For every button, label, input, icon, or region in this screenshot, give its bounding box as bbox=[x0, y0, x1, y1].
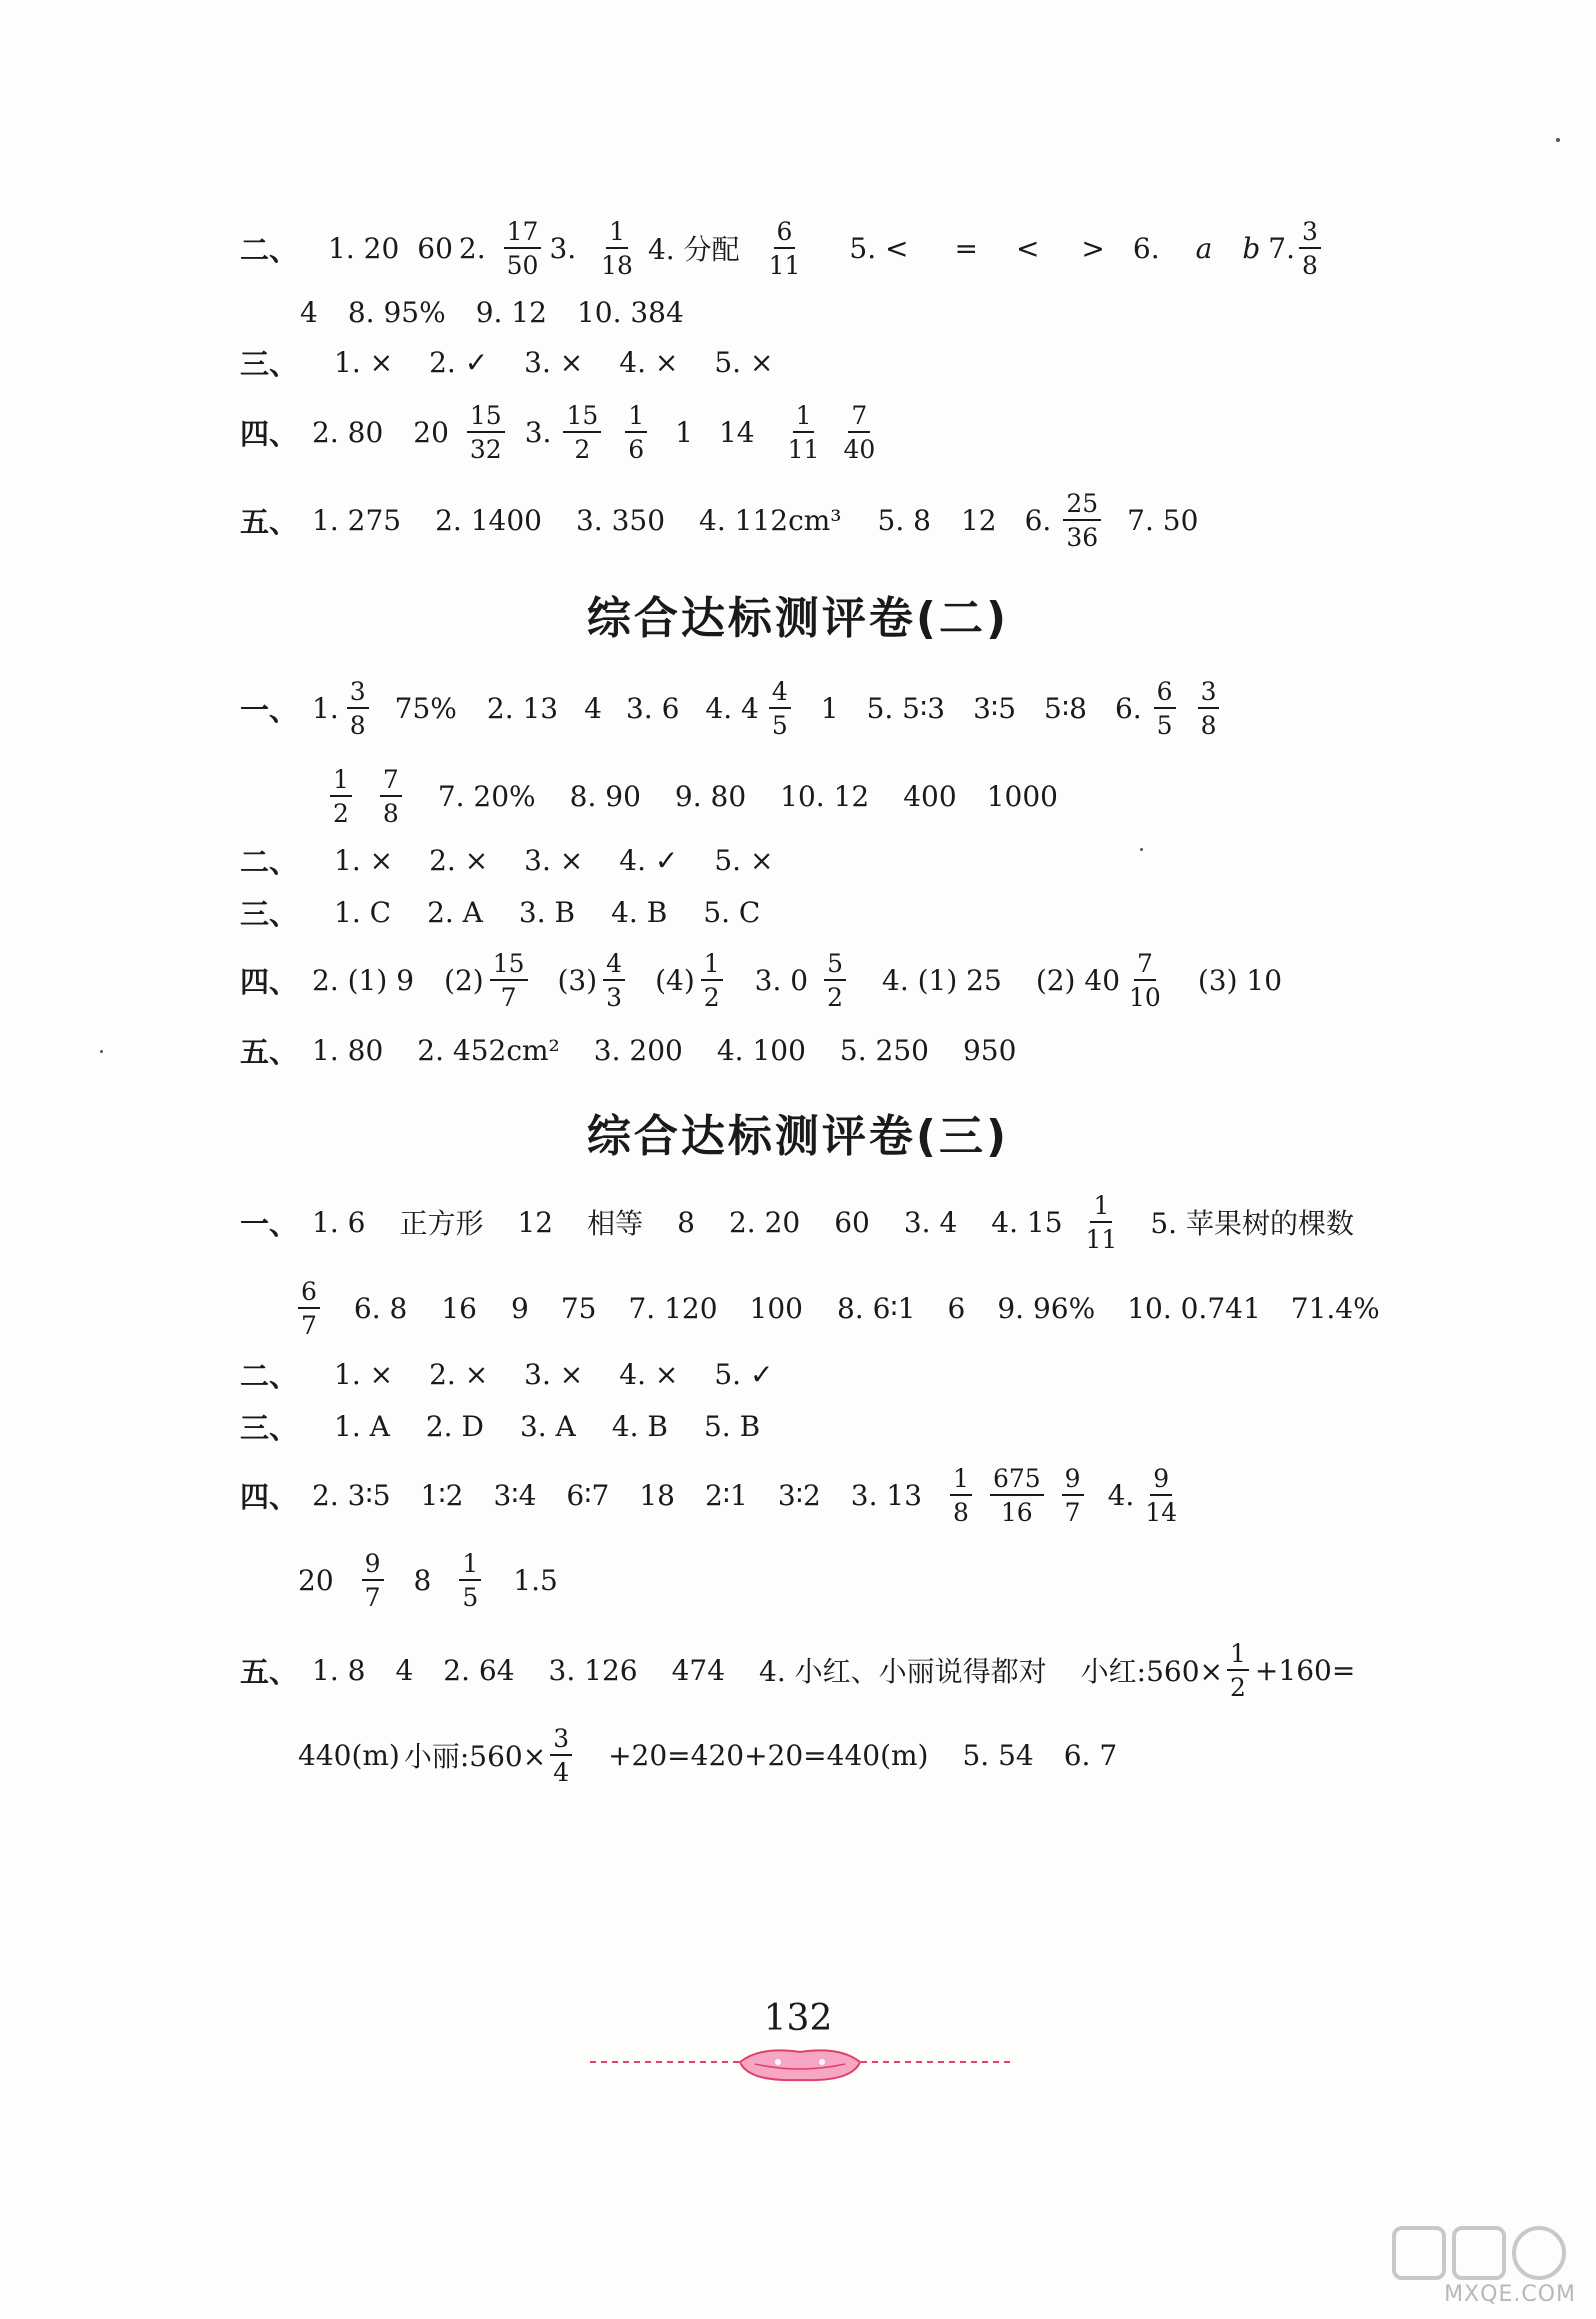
answer-token: 5. C bbox=[703, 895, 761, 929]
answer-token: 3. bbox=[549, 231, 577, 265]
answer-token: 4. (1) 25 bbox=[882, 963, 1002, 997]
answer-token: 1∶2 bbox=[420, 1478, 464, 1512]
fraction-numerator: 15 bbox=[563, 403, 601, 433]
fraction bbox=[490, 948, 528, 1012]
answer-token: 6. 7 bbox=[1063, 1738, 1118, 1772]
answer-token: 4. B bbox=[611, 1409, 668, 1443]
answer-token: 4. ✓ bbox=[619, 843, 679, 877]
answer-token: 2. × bbox=[429, 843, 489, 877]
answer-token: 5. B bbox=[703, 1409, 761, 1443]
answer-token: 1. × bbox=[334, 843, 394, 877]
fraction-denominator: 7 bbox=[500, 982, 517, 1012]
section-number-label: 四、 bbox=[240, 1479, 299, 1514]
scan-speck bbox=[1556, 138, 1560, 142]
section-number-label: 三、 bbox=[240, 346, 299, 381]
answer-token: 8. 90 bbox=[569, 779, 641, 813]
answer-token: 7. 120 bbox=[628, 1291, 718, 1325]
section-number-label: 四、 bbox=[240, 964, 299, 999]
fraction-numerator: 1 bbox=[606, 219, 628, 249]
fraction-denominator: 11 bbox=[787, 434, 820, 464]
answer-token: 4. B bbox=[611, 895, 668, 929]
fraction bbox=[362, 1548, 384, 1612]
page-number: 132 bbox=[763, 1998, 833, 2039]
section-number-label: 二、 bbox=[240, 844, 299, 879]
answer-token: (3) bbox=[557, 963, 598, 997]
fraction-denominator: 2 bbox=[333, 798, 349, 828]
answer-token: 60 bbox=[417, 231, 453, 265]
answer-token: 2. 3∶5 bbox=[312, 1478, 391, 1512]
fraction bbox=[766, 216, 804, 280]
fraction-numerator: 675 bbox=[990, 1466, 1044, 1496]
answer-token: 20 bbox=[413, 415, 449, 449]
answer-token: 2. 64 bbox=[443, 1653, 515, 1687]
answer-token: 1. A bbox=[334, 1409, 390, 1443]
fraction-numerator: 1 bbox=[1227, 1641, 1249, 1671]
answer-token: 2. 1400 bbox=[435, 503, 542, 537]
answer-token: < bbox=[1015, 231, 1040, 265]
fraction-numerator: 5 bbox=[824, 951, 846, 981]
fraction bbox=[1198, 676, 1220, 740]
answer-token: 75% bbox=[394, 691, 457, 725]
fraction-denominator: 32 bbox=[469, 434, 502, 464]
answer-token: 1. × bbox=[334, 1357, 394, 1391]
fraction-numerator: 1 bbox=[950, 1466, 972, 1496]
answer-token: 4. × bbox=[619, 345, 679, 379]
fraction-denominator: 8 bbox=[349, 710, 366, 740]
answer-token: 2. bbox=[458, 231, 486, 265]
fraction-denominator: 14 bbox=[1145, 1497, 1178, 1527]
answer-line-part1 bbox=[240, 668, 1221, 748]
answer-token: 1. bbox=[312, 691, 339, 725]
fraction-denominator: 2 bbox=[1230, 1672, 1246, 1702]
answer-token: 9. 80 bbox=[674, 779, 747, 813]
fraction bbox=[504, 216, 542, 280]
fraction bbox=[785, 400, 823, 464]
fraction bbox=[1083, 1190, 1121, 1254]
fraction bbox=[769, 676, 791, 740]
answer-token: 440(m) bbox=[298, 1738, 400, 1772]
fraction bbox=[598, 216, 636, 280]
answer-token: 1. 20 bbox=[328, 231, 400, 265]
answer-token: 3. × bbox=[524, 843, 584, 877]
fraction-numerator: 17 bbox=[504, 219, 542, 249]
answer-token: 2. 80 bbox=[312, 415, 384, 449]
answer-token: 16 bbox=[441, 1291, 477, 1325]
fraction-numerator: 1 bbox=[1090, 1193, 1112, 1223]
answer-token: +20=420+20=440(m) bbox=[608, 1738, 929, 1772]
page-ornament-icon bbox=[590, 2038, 1010, 2098]
answer-token: 小红:560× bbox=[1080, 1655, 1224, 1688]
answer-line-part5-cont bbox=[298, 1715, 1117, 1795]
fraction bbox=[459, 1548, 481, 1612]
answer-token: 2. 452cm² bbox=[417, 1033, 560, 1067]
fraction-denominator: 6 bbox=[628, 434, 645, 464]
fraction-numerator: 3 bbox=[347, 679, 369, 709]
answer-token: 2. ✓ bbox=[429, 345, 489, 379]
section-number-label: 三、 bbox=[240, 896, 299, 931]
answer-token: 2∶1 bbox=[704, 1478, 748, 1512]
fraction-numerator: 9 bbox=[362, 1551, 384, 1581]
answer-token: 3. 4 bbox=[903, 1205, 958, 1239]
fraction-numerator: 3 bbox=[1198, 679, 1220, 709]
answer-token: 4. 112cm³ bbox=[699, 503, 842, 537]
answer-token: 3. 350 bbox=[575, 503, 666, 537]
fraction-denominator: 7 bbox=[1064, 1497, 1081, 1527]
fraction bbox=[563, 400, 601, 464]
section-number-label: 四、 bbox=[240, 416, 299, 451]
fraction bbox=[603, 948, 625, 1012]
answer-token: 5. 苹果树的棵数 bbox=[1150, 1207, 1354, 1240]
fraction-numerator: 4 bbox=[603, 951, 625, 981]
fraction bbox=[840, 400, 878, 464]
answer-token: 10. 0.741 bbox=[1127, 1291, 1261, 1325]
fraction bbox=[467, 400, 505, 464]
section-number-label: 一、 bbox=[240, 692, 299, 727]
answer-token: 6∶7 bbox=[566, 1478, 610, 1512]
answer-line-part3 bbox=[240, 1386, 760, 1466]
answer-token: 3∶5 bbox=[973, 691, 1017, 725]
fraction bbox=[1142, 1463, 1180, 1527]
fraction-denominator: 8 bbox=[1301, 250, 1318, 280]
fraction-denominator: 10 bbox=[1129, 982, 1161, 1012]
fraction-numerator: 6 bbox=[1154, 679, 1176, 709]
fraction bbox=[298, 1276, 320, 1340]
answer-token: 小丽:560× bbox=[403, 1740, 547, 1773]
answer-line-part3 bbox=[240, 322, 773, 402]
answer-token: 20 bbox=[298, 1563, 334, 1597]
section-number-label: 二、 bbox=[240, 1358, 299, 1393]
answer-token: 1. 80 bbox=[312, 1033, 384, 1067]
watermark-text: MXQE.COM bbox=[1444, 2282, 1576, 2307]
answer-token: 3. × bbox=[524, 345, 584, 379]
answer-token: 3. bbox=[524, 415, 552, 449]
answer-token: 6. 8 bbox=[353, 1291, 408, 1325]
fraction bbox=[1227, 1638, 1249, 1702]
section-title-three: 综合达标测评卷(三) bbox=[586, 1111, 1010, 1162]
answer-token: 1 bbox=[820, 691, 839, 725]
fraction-numerator: 7 bbox=[380, 767, 402, 797]
answer-token: 400 bbox=[903, 779, 957, 813]
fraction bbox=[701, 948, 723, 1012]
answer-token: 1. C bbox=[334, 895, 392, 929]
answer-line-part4-cont bbox=[298, 1540, 558, 1620]
fraction-numerator: 1 bbox=[793, 403, 815, 433]
fraction-numerator: 9 bbox=[1150, 1466, 1172, 1496]
answer-token: > bbox=[1081, 231, 1105, 265]
fraction bbox=[330, 764, 352, 828]
answer-token: 3. 0 bbox=[754, 963, 809, 997]
fraction-numerator: 1 bbox=[330, 767, 352, 797]
answer-token: 3. 126 bbox=[548, 1653, 638, 1687]
answer-token: (2) bbox=[444, 963, 484, 997]
fraction-denominator: 2 bbox=[827, 982, 843, 1012]
answer-token: 5. × bbox=[714, 843, 774, 877]
answer-token: 10. 384 bbox=[576, 295, 684, 329]
answer-token: 1 bbox=[675, 415, 693, 449]
answer-token: 3. 6 bbox=[625, 691, 680, 725]
answer-token: 3. A bbox=[519, 1409, 576, 1443]
answer-token: 1. 275 bbox=[312, 503, 402, 537]
answer-line-part5 bbox=[240, 1630, 1355, 1710]
fraction-numerator: 1 bbox=[701, 951, 723, 981]
answer-token: (2) 40 bbox=[1035, 963, 1121, 997]
answer-token: 10. 12 bbox=[780, 779, 870, 813]
fraction bbox=[550, 1723, 572, 1787]
answer-token: 2. (1) 9 bbox=[312, 963, 415, 997]
answer-token: 4 bbox=[395, 1653, 414, 1687]
fraction-denominator: 8 bbox=[382, 798, 399, 828]
section-title-two: 综合达标测评卷(二) bbox=[586, 593, 1010, 644]
answer-token: 9. 96% bbox=[997, 1291, 1096, 1325]
fraction-denominator: 8 bbox=[1200, 710, 1217, 740]
answer-token: 75 bbox=[560, 1291, 597, 1325]
answer-line-part4 bbox=[240, 940, 1282, 1020]
answer-line-part5 bbox=[240, 480, 1198, 560]
answer-token: 4 bbox=[584, 691, 602, 725]
fraction-denominator: 7 bbox=[301, 1310, 317, 1340]
fraction-denominator: 3 bbox=[606, 982, 623, 1012]
answer-token: 7. 50 bbox=[1127, 503, 1199, 537]
fraction-denominator: 5 bbox=[771, 710, 788, 740]
section-number-label: 五、 bbox=[240, 504, 299, 539]
fraction-denominator: 2 bbox=[703, 982, 720, 1012]
fraction bbox=[950, 1463, 972, 1527]
fraction bbox=[347, 676, 369, 740]
fraction-numerator: 6 bbox=[298, 1279, 320, 1309]
answer-token: 12 bbox=[960, 503, 997, 537]
fraction-denominator: 8 bbox=[953, 1497, 969, 1527]
fraction-numerator: 6 bbox=[774, 219, 796, 249]
answer-token: 1.5 bbox=[513, 1563, 558, 1597]
fraction bbox=[1299, 216, 1321, 280]
answer-token: 4. 100 bbox=[716, 1033, 806, 1067]
answer-token: 4. 分配 bbox=[647, 233, 740, 266]
answer-token: 8 bbox=[677, 1205, 695, 1239]
answer-token: 3. 200 bbox=[593, 1033, 683, 1067]
answer-token: 5. 54 bbox=[962, 1738, 1034, 1772]
fraction-numerator: 15 bbox=[490, 951, 528, 981]
fraction-numerator: 1 bbox=[459, 1551, 481, 1581]
answer-token: 6. bbox=[1114, 691, 1142, 725]
answer-token: 4. × bbox=[619, 1357, 679, 1391]
answer-token: 正方形 bbox=[399, 1207, 484, 1240]
answer-token: 8. 95% bbox=[347, 295, 446, 329]
fraction bbox=[625, 400, 647, 464]
answer-token: 9 bbox=[510, 1291, 529, 1325]
fraction bbox=[824, 948, 846, 1012]
answer-token: 2. A bbox=[427, 895, 483, 929]
answer-line-part4 bbox=[240, 1455, 1182, 1535]
fraction-denominator: 16 bbox=[1000, 1497, 1033, 1527]
answer-token: 60 bbox=[834, 1205, 870, 1239]
answer-token: 6 bbox=[947, 1291, 966, 1325]
fraction-numerator: 1 bbox=[625, 403, 647, 433]
fraction-denominator: 50 bbox=[506, 250, 539, 280]
answer-token: 6. bbox=[1132, 231, 1160, 265]
answer-token: 5. 250 bbox=[839, 1033, 929, 1067]
answer-token: 1. 8 bbox=[312, 1653, 366, 1687]
answer-token: 2. × bbox=[429, 1357, 489, 1391]
answer-token: 5∶8 bbox=[1044, 691, 1087, 725]
answer-token: 4. 15 bbox=[991, 1205, 1063, 1239]
answer-token: 8. 6∶1 bbox=[836, 1291, 916, 1325]
answer-token: 1. 6 bbox=[312, 1205, 366, 1239]
answer-token: 8 bbox=[413, 1563, 432, 1597]
answer-token: 4. 小红、小丽说得都对 bbox=[759, 1655, 1047, 1688]
fraction bbox=[1062, 1463, 1084, 1527]
scan-speck bbox=[1140, 848, 1143, 851]
fraction-denominator: 40 bbox=[843, 434, 876, 464]
answer-token: 4 bbox=[300, 295, 318, 329]
answer-token: (4) bbox=[655, 963, 695, 997]
section-number-label: 五、 bbox=[240, 1654, 299, 1689]
fraction-denominator: 11 bbox=[1085, 1224, 1118, 1254]
answer-token: 2. D bbox=[425, 1409, 484, 1443]
fraction bbox=[1154, 676, 1176, 740]
section-number-label: 二、 bbox=[240, 232, 299, 267]
fraction-numerator: 7 bbox=[1134, 951, 1156, 981]
fraction-denominator: 4 bbox=[553, 1757, 570, 1787]
fraction-numerator: 25 bbox=[1063, 491, 1101, 521]
answer-token: 7. 20% bbox=[437, 779, 536, 813]
answer-token: 71.4% bbox=[1290, 1291, 1380, 1325]
fraction-denominator: 5 bbox=[1156, 710, 1173, 740]
fraction-denominator: 36 bbox=[1066, 522, 1099, 552]
answer-line-part1 bbox=[240, 1182, 1354, 1262]
answer-token: 5. 8 bbox=[877, 503, 931, 537]
section-number-label: 一、 bbox=[240, 1206, 299, 1241]
answer-token: 2. 13 bbox=[486, 691, 559, 725]
answer-token: 3. 13 bbox=[850, 1478, 923, 1512]
answer-token: 5. 5∶3 bbox=[866, 691, 946, 725]
answer-token: 2. 20 bbox=[728, 1205, 801, 1239]
answer-token: 4. 4 bbox=[705, 691, 759, 725]
fraction bbox=[990, 1463, 1044, 1527]
answer-token: = bbox=[954, 231, 978, 265]
fraction-denominator: 5 bbox=[462, 1582, 479, 1612]
answer-token: +160= bbox=[1254, 1653, 1356, 1687]
fraction-numerator: 15 bbox=[467, 403, 505, 433]
scan-speck bbox=[100, 1050, 103, 1053]
section-number-label: 三、 bbox=[240, 1410, 299, 1445]
answer-token: 14 bbox=[718, 415, 755, 449]
answer-token: 12 bbox=[517, 1205, 554, 1239]
answer-token: 3∶4 bbox=[493, 1478, 537, 1512]
fraction-numerator: 4 bbox=[769, 679, 791, 709]
answer-token: 7. bbox=[1268, 231, 1295, 265]
answer-line-part4 bbox=[240, 392, 880, 472]
answer-token: 3. B bbox=[518, 895, 576, 929]
answer-token: 4. bbox=[1107, 1478, 1135, 1512]
answer-token: 5. ✓ bbox=[714, 1357, 774, 1391]
answer-token: 1000 bbox=[986, 779, 1058, 813]
answer-token: 3. × bbox=[524, 1357, 584, 1391]
answer-token: b bbox=[1242, 231, 1261, 265]
answer-token: 474 bbox=[671, 1653, 726, 1687]
answer-token: 5. < bbox=[849, 231, 909, 265]
fraction bbox=[1126, 948, 1164, 1012]
answer-token: 950 bbox=[962, 1033, 1017, 1067]
fraction-numerator: 3 bbox=[550, 1726, 572, 1756]
answer-token: 5. × bbox=[714, 345, 774, 379]
fraction-denominator: 11 bbox=[768, 250, 801, 280]
answer-token: 18 bbox=[639, 1478, 675, 1512]
section-number-label: 五、 bbox=[240, 1034, 299, 1069]
answer-token: 3∶2 bbox=[777, 1478, 821, 1512]
fraction bbox=[380, 764, 402, 828]
fraction-denominator: 2 bbox=[574, 434, 591, 464]
fraction-numerator: 7 bbox=[848, 403, 870, 433]
answer-line-part5 bbox=[240, 1010, 1016, 1090]
answer-token: 1. × bbox=[334, 345, 394, 379]
fraction-denominator: 7 bbox=[364, 1582, 381, 1612]
fraction-denominator: 18 bbox=[601, 250, 633, 280]
answer-token: 100 bbox=[749, 1291, 803, 1325]
answer-token: 9. 12 bbox=[475, 295, 547, 329]
answer-token: (3) 10 bbox=[1197, 963, 1283, 997]
fraction-numerator: 3 bbox=[1299, 219, 1321, 249]
answer-token: 6. bbox=[1024, 503, 1052, 537]
fraction bbox=[1063, 488, 1101, 552]
answer-token: 相等 bbox=[587, 1207, 644, 1240]
fraction-numerator: 9 bbox=[1062, 1466, 1084, 1496]
answer-token: a bbox=[1195, 231, 1213, 265]
